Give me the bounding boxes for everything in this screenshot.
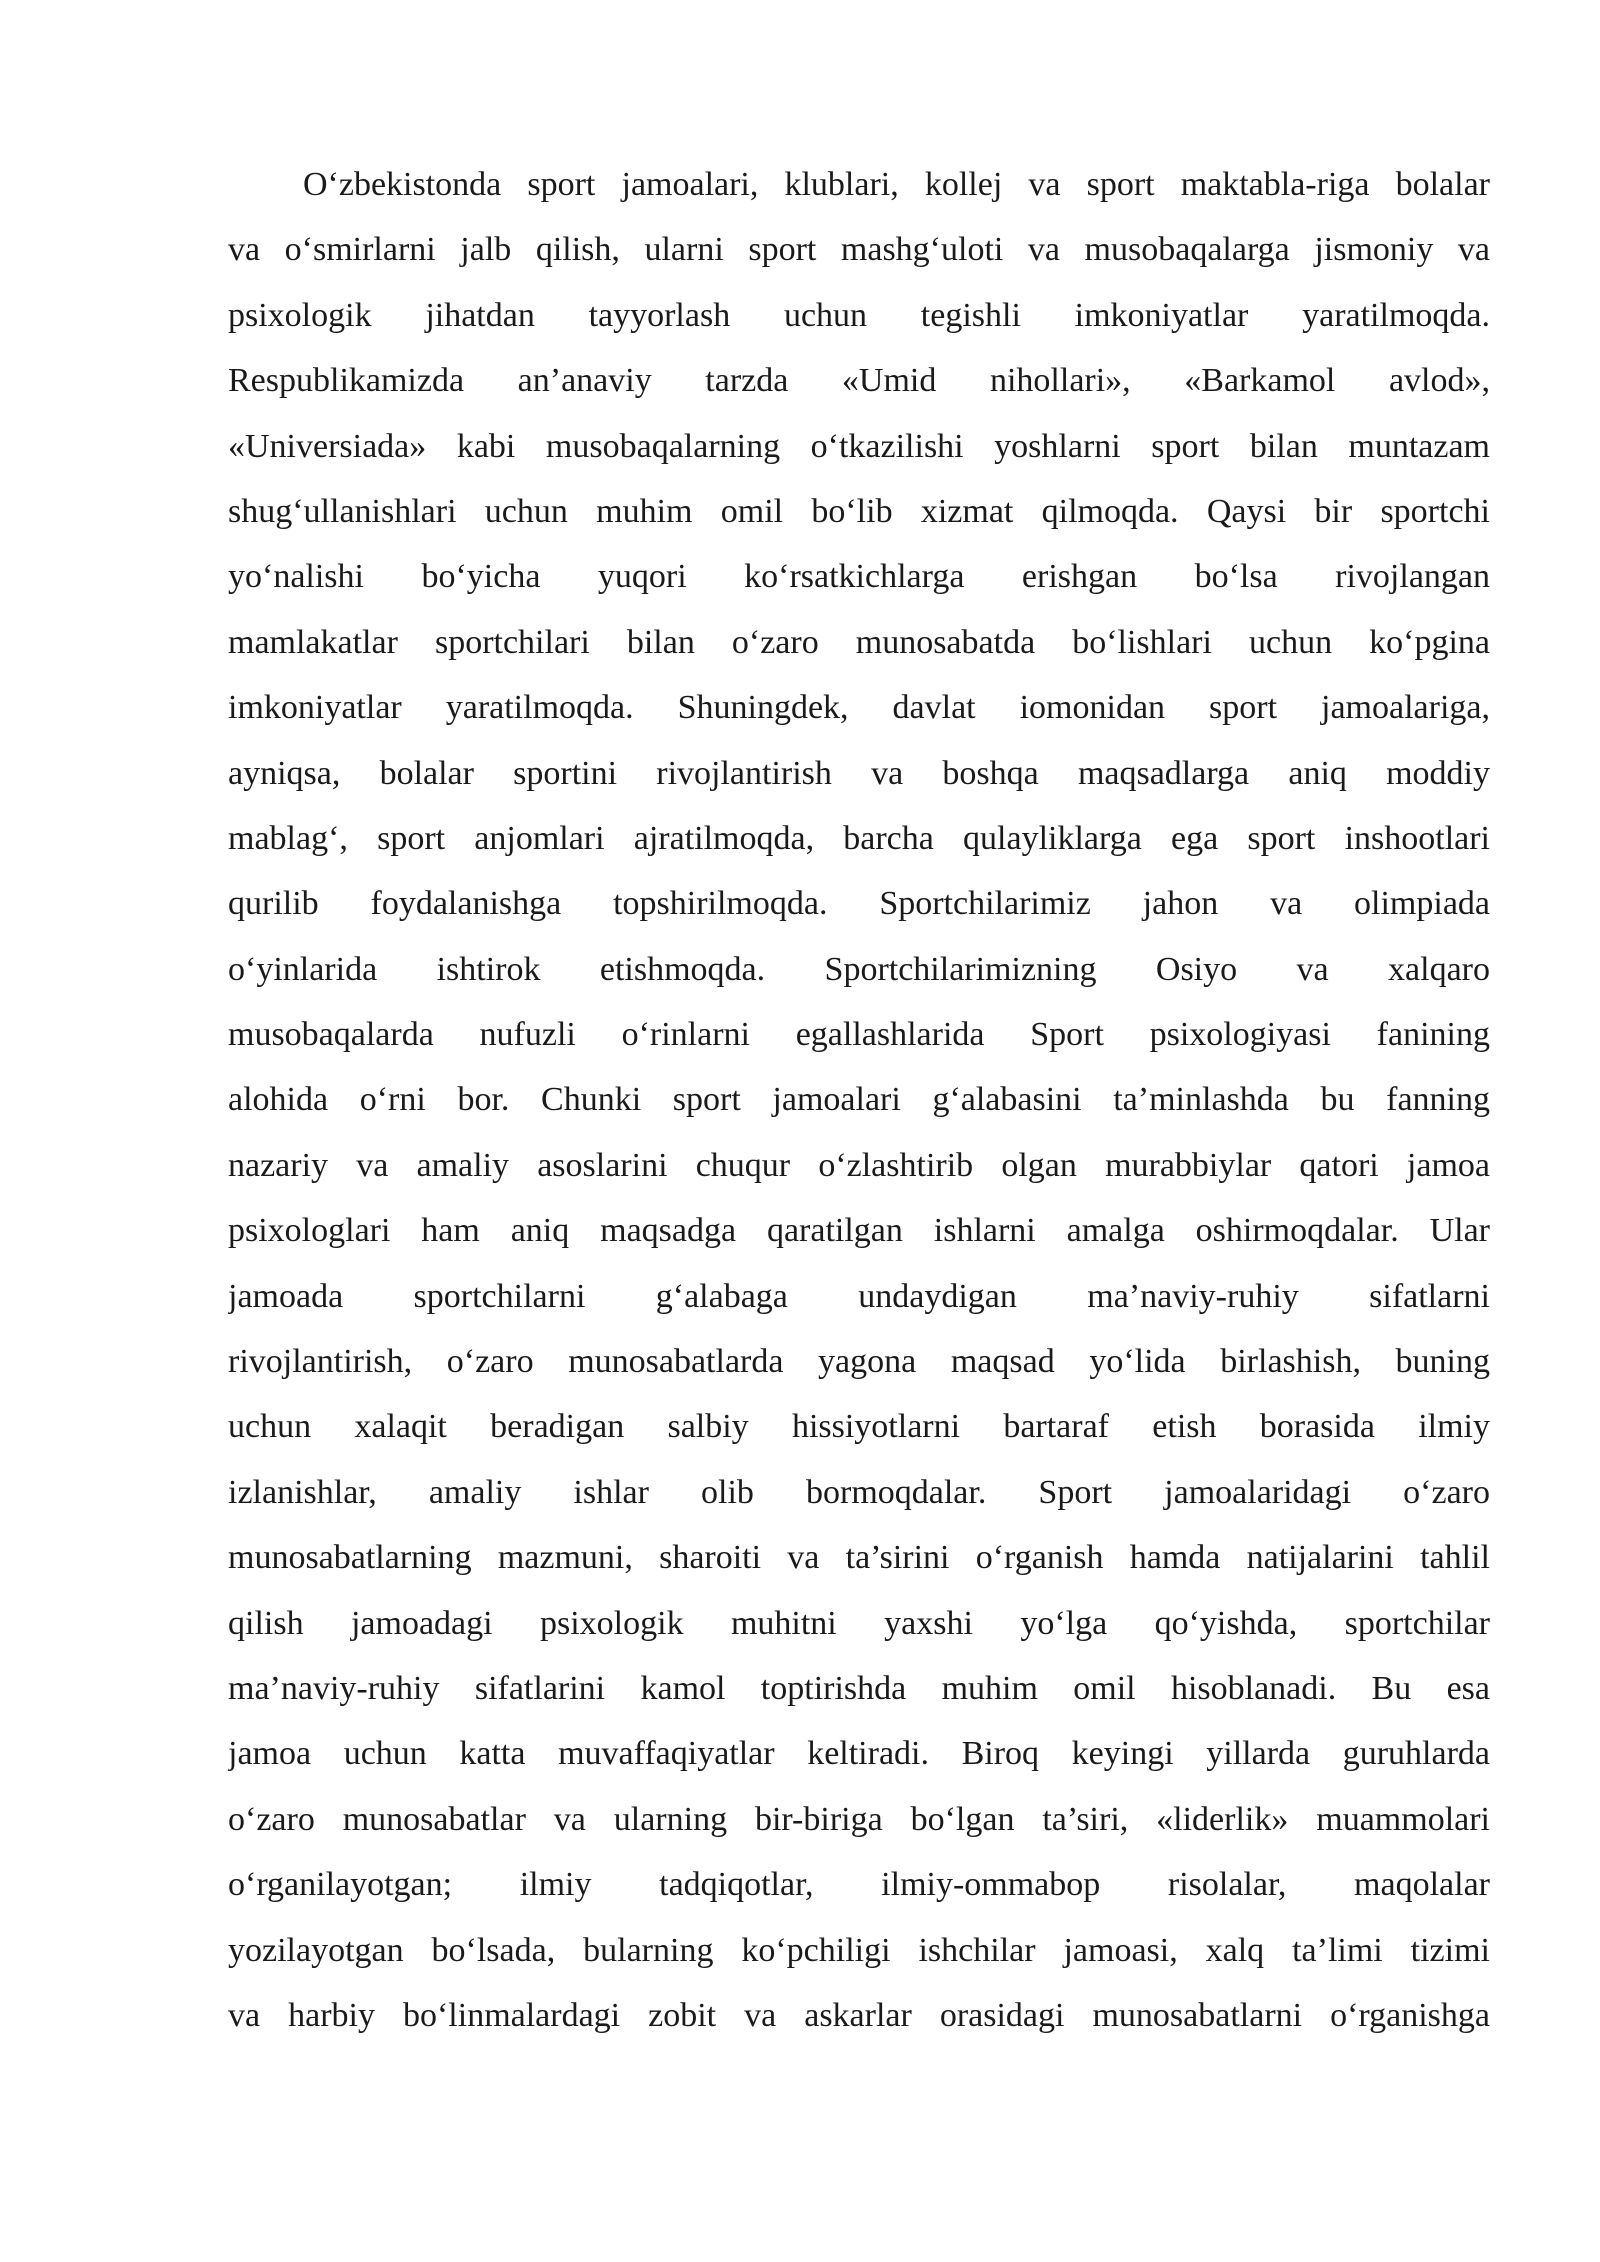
text-line: «Universiada» kabi musobaqalarning o‘tkazilishi yoshlarni sport bilan muntazam: [228, 427, 1490, 465]
text-line: izlanishlar, amaliy ishlar olib bormoqdalar. Sport jamoalaridagi o‘zaro: [228, 1473, 1490, 1511]
text-line: va o‘smirlarni jalb qilish, ularni sport mashg‘uloti va musobaqalarga jismoniy va: [228, 231, 1490, 269]
text-line: o‘yinlarida ishtirok etishmoqda. Sportchilarimizning Osiyo va xalqaro: [228, 950, 1490, 988]
text-line: nazariy va amaliy asoslarini chuqur o‘zlashtirib olgan murabbiylar qatori jamoa: [228, 1146, 1490, 1184]
text-line: psixologik jihatdan tayyorlash uchun tegishli imkoniyatlar yaratilmoqda.: [228, 296, 1490, 334]
text-line: psixologlari ham aniq maqsadga qaratilgan ishlarni amalga oshirmoqdalar. Ular: [228, 1212, 1490, 1250]
text-line: qurilib foydalanishga topshirilmoqda. Sportchilarimiz jahon va olimpiada: [228, 885, 1490, 923]
text-line: qilish jamoadagi psixologik muhitni yaxshi yo‘lga qo‘yishda, sportchilar: [228, 1604, 1490, 1642]
text-line: O‘zbekistonda sport jamoalari, klublari, kollej va sport maktabla-riga bolalar: [303, 166, 1490, 203]
text-line: mamlakatlar sportchilari bilan o‘zaro munosabatda bo‘lishlari uchun ko‘pgina: [228, 623, 1490, 661]
text-line: ayniqsa, bolalar sportini rivojlantirish va boshqa maqsadlarga aniq moddiy: [228, 754, 1490, 792]
text-line: shug‘ullanishlari uchun muhim omil bo‘lib xizmat qilmoqda. Qaysi bir sportchi: [228, 492, 1490, 530]
text-line: Respublikamizda an’anaviy tarzda «Umid nihollari», «Barkamol avlod»,: [228, 362, 1490, 400]
text-line: mablag‘, sport anjomlari ajratilmoqda, barcha qulayliklarga ega sport inshootlari: [228, 819, 1490, 857]
text-line: o‘rganilayotgan; ilmiy tadqiqotlar, ilmiy-ommabop risolalar, maqolalar: [228, 1866, 1490, 1904]
text-line: rivojlantirish, o‘zaro munosabatlarda yagona maqsad yo‘lida birlashish, buning: [228, 1343, 1490, 1381]
text-line: jamoada sportchilarni g‘alabaga undaydigan ma’naviy-ruhiy sifatlarni: [228, 1277, 1490, 1315]
text-line: alohida o‘rni bor. Chunki sport jamoalari g‘alabasini ta’minlashda bu fanning: [228, 1081, 1490, 1119]
text-line: jamoa uchun katta muvaffaqiyatlar keltiradi. Biroq keyingi yillarda guruhlarda: [228, 1735, 1490, 1773]
text-line: va harbiy bo‘linmalardagi zobit va askarlar orasidagi munosabatlarni o‘rganishga: [228, 1996, 1490, 2034]
text-line: uchun xalaqit beradigan salbiy hissiyotlarni bartaraf etish borasida ilmiy: [228, 1408, 1490, 1446]
body-paragraph: [228, 152, 1490, 2048]
text-line: yozilayotgan bo‘lsada, bularning ko‘pchiligi ishchilar jamoasi, xalq ta’limi tizimi: [228, 1931, 1490, 1969]
text-line: munosabatlarning mazmuni, sharoiti va ta’sirini o‘rganish hamda natijalarini tahlil: [228, 1539, 1490, 1577]
text-line: ma’naviy-ruhiy sifatlarini kamol toptirishda muhim omil hisoblanadi. Bu esa: [228, 1669, 1490, 1707]
text-line: musobaqalarda nufuzli o‘rinlarni egallashlarida Sport psixologiyasi fanining: [228, 1016, 1490, 1054]
text-line: imkoniyatlar yaratilmoqda. Shuningdek, davlat iomonidan sport jamoalariga,: [228, 689, 1490, 727]
text-line: o‘zaro munosabatlar va ularning bir-biriga bo‘lgan ta’siri, «liderlik» muammolari: [228, 1800, 1490, 1838]
text-line: yo‘nalishi bo‘yicha yuqori ko‘rsatkichlarga erishgan bo‘lsa rivojlangan: [228, 558, 1490, 596]
